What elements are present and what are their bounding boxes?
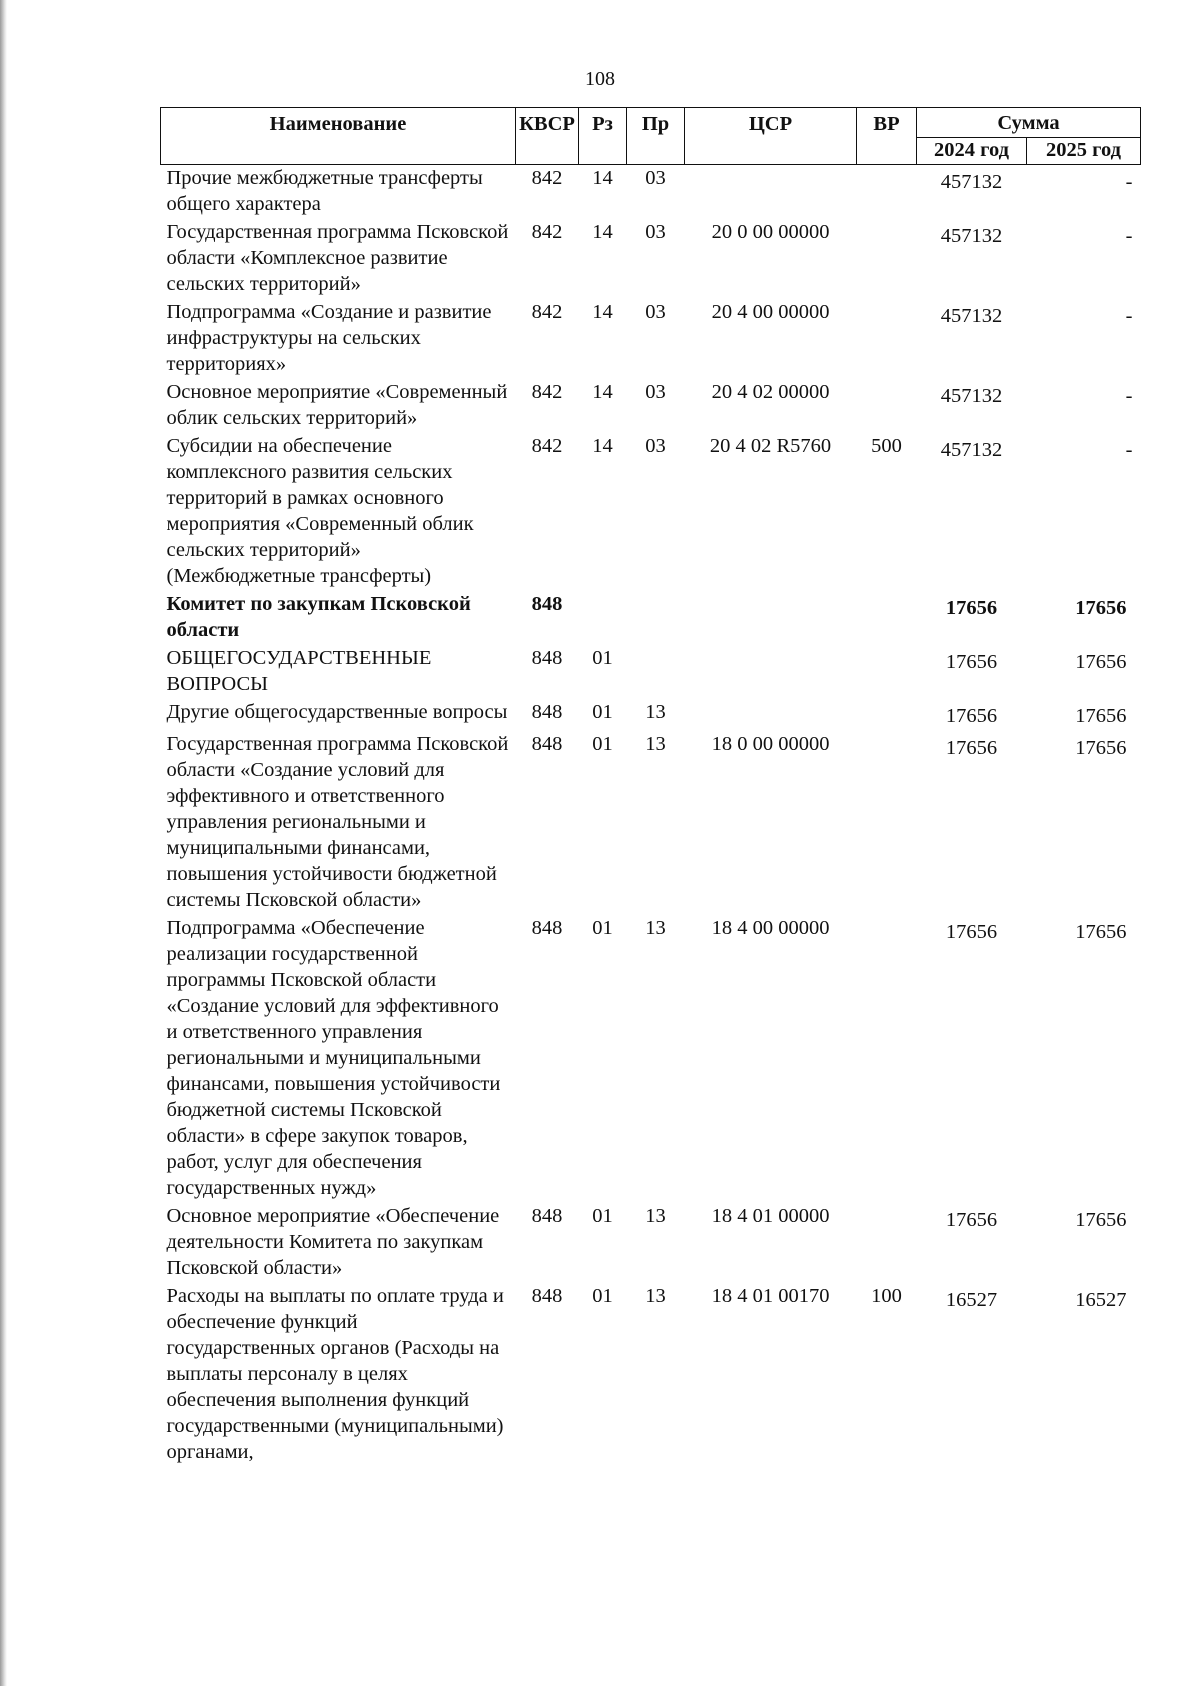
row-rz: 01 <box>592 647 613 669</box>
row-pr: 03 <box>645 381 666 403</box>
table-row <box>161 645 1141 699</box>
row-pr: 03 <box>645 167 666 189</box>
row-pr: 13 <box>645 917 666 939</box>
row-pr: 13 <box>645 733 666 755</box>
row-pr: 03 <box>645 221 666 243</box>
table-row <box>161 1283 1141 1467</box>
row-kvsr: 842 <box>531 381 563 403</box>
table-row <box>161 731 1141 915</box>
header-vr: ВР <box>857 108 917 165</box>
row-vr <box>857 379 917 433</box>
row-vr <box>857 591 917 645</box>
row-name: Расходы на выплаты по оплате труда и обеспечение функций государственных органов (Расходы на выплаты персоналу в целях обеспечения выполнения функций государственными (муниципальными) органами, <box>166 1285 504 1463</box>
row-kvsr: 848 <box>531 1285 563 1307</box>
row-name: Основное мероприятие «Обеспечение деятельности Комитета по закупкам Псковской области» <box>166 1205 500 1279</box>
table-row <box>161 1203 1141 1283</box>
row-vr <box>857 1203 917 1283</box>
row-csr: 20 4 00 00000 <box>711 301 830 323</box>
row-kvsr: 842 <box>531 221 563 243</box>
table-row <box>161 219 1141 299</box>
row-kvsr: 842 <box>531 167 563 189</box>
table-row <box>161 433 1141 591</box>
row-kvsr: 848 <box>531 1205 563 1227</box>
row-name: Комитет по закупкам Псковской области <box>166 593 471 641</box>
row-csr <box>685 165 857 220</box>
row-vr: 500 <box>871 435 902 457</box>
row-name: Другие общегосударственные вопросы <box>166 701 508 723</box>
row-name: ОБЩЕГОСУДАРСТВЕННЫЕ ВОПРОСЫ <box>166 647 432 695</box>
row-csr: 20 0 00 00000 <box>711 221 830 243</box>
row-kvsr: 848 <box>531 733 563 755</box>
row-sum-2024: 16527 <box>945 1289 998 1311</box>
row-kvsr: 848 <box>531 917 563 939</box>
header-rz: Рз <box>579 108 627 165</box>
table-row <box>161 165 1141 220</box>
row-csr: 18 4 00 00000 <box>711 917 830 939</box>
row-pr: 13 <box>645 701 666 723</box>
row-rz: 01 <box>592 1205 613 1227</box>
row-pr: 03 <box>645 435 666 457</box>
row-sum-2024: 457132 <box>940 225 1003 247</box>
row-rz <box>579 591 627 645</box>
row-sum-2025: 16527 <box>1075 1289 1127 1311</box>
row-rz: 14 <box>592 435 613 457</box>
row-vr <box>857 915 917 1203</box>
table-row <box>161 699 1141 731</box>
row-kvsr: 842 <box>531 301 563 323</box>
row-csr: 20 4 02 R5760 <box>709 435 832 457</box>
row-name: Подпрограмма «Создание и развитие инфраструктуры на сельских территориях» <box>166 301 492 375</box>
row-vr <box>857 299 917 379</box>
row-pr: 13 <box>645 1285 666 1307</box>
row-sum-2024: 17656 <box>945 1209 998 1231</box>
header-year-2024: 2024 год <box>917 138 1027 165</box>
row-sum-2024: 17656 <box>945 737 998 759</box>
row-sum-2025: 17656 <box>1075 921 1127 943</box>
row-sum-2024: 17656 <box>945 921 998 943</box>
row-name: Государственная программа Псковской области «Создание условий для эффективного и ответственного управления региональными и муниципальными финансами, повышения устойчивости бюджетной системы Псковской области» <box>166 733 509 911</box>
row-vr <box>857 165 917 220</box>
row-sum-2025: - <box>1125 225 1133 247</box>
budget-table <box>160 107 1141 1467</box>
header-kvsr: КВСР <box>516 108 579 165</box>
row-vr: 100 <box>871 1285 902 1307</box>
row-csr: 18 4 01 00170 <box>711 1285 830 1307</box>
row-sum-2025: 17656 <box>1075 705 1127 727</box>
row-sum-2025: 17656 <box>1075 651 1127 673</box>
row-sum-2024: 17656 <box>945 597 998 619</box>
table-row <box>161 379 1141 433</box>
header-pr: Пр <box>627 108 685 165</box>
row-pr: 03 <box>645 301 666 323</box>
row-sum-2024: 17656 <box>945 651 998 673</box>
row-vr <box>857 699 917 731</box>
table-row <box>161 915 1141 1203</box>
row-csr <box>685 645 857 699</box>
row-csr <box>685 699 857 731</box>
row-rz: 01 <box>592 1285 613 1307</box>
row-sum-2024: 457132 <box>940 171 1003 193</box>
row-rz: 14 <box>592 221 613 243</box>
row-csr: 18 0 00 00000 <box>711 733 830 755</box>
row-name: Субсидии на обеспечение комплексного развития сельских территорий в рамках основного мероприятия «Современный облик сельских территорий» (Межбюджетные трансферты) <box>166 435 474 587</box>
row-kvsr: 848 <box>531 647 563 669</box>
table-row <box>161 591 1141 645</box>
row-kvsr: 842 <box>531 435 563 457</box>
row-csr: 20 4 02 00000 <box>711 381 830 403</box>
row-kvsr: 848 <box>531 701 563 723</box>
row-name: Подпрограмма «Обеспечение реализации государственной программы Псковской области «Создание условий для эффективного и ответственного управления региональными и муниципальными финансами, повышения устойчивости бюджетной системы Псковской области» в сфере закупок товаров, работ, услуг для обеспечения государственных нужд» <box>166 917 501 1199</box>
row-pr <box>627 591 685 645</box>
header-name: Наименование <box>161 108 516 165</box>
row-csr: 18 4 01 00000 <box>711 1205 830 1227</box>
row-sum-2025: - <box>1125 305 1133 327</box>
row-rz: 01 <box>592 733 613 755</box>
row-rz: 01 <box>592 701 613 723</box>
row-sum-2024: 457132 <box>940 305 1003 327</box>
row-vr <box>857 731 917 915</box>
table-row <box>161 299 1141 379</box>
row-sum-2024: 17656 <box>945 705 998 727</box>
row-vr <box>857 645 917 699</box>
row-pr: 13 <box>645 1205 666 1227</box>
row-name: Прочие межбюджетные трансферты общего характера <box>166 167 483 215</box>
page-number: 108 <box>585 68 615 90</box>
row-sum-2025: 17656 <box>1075 1209 1127 1231</box>
row-sum-2025: 17656 <box>1075 597 1127 619</box>
row-rz: 14 <box>592 381 613 403</box>
row-csr <box>685 591 857 645</box>
row-sum-2025: - <box>1125 171 1133 193</box>
row-sum-2024: 457132 <box>940 439 1003 461</box>
row-sum-2024: 457132 <box>940 385 1003 407</box>
header-year-2025: 2025 год <box>1027 138 1141 165</box>
row-kvsr: 848 <box>531 593 563 615</box>
row-vr <box>857 219 917 299</box>
row-name: Основное мероприятие «Современный облик сельских территорий» <box>166 381 508 429</box>
row-sum-2025: - <box>1125 439 1133 461</box>
row-rz: 01 <box>592 917 613 939</box>
header-csr: ЦСР <box>685 108 857 165</box>
row-rz: 14 <box>592 167 613 189</box>
row-name: Государственная программа Псковской области «Комплексное развитие сельских территорий» <box>166 221 509 295</box>
scan-edge <box>0 0 7 1686</box>
row-rz: 14 <box>592 301 613 323</box>
row-pr <box>627 645 685 699</box>
row-sum-2025: 17656 <box>1075 737 1127 759</box>
row-sum-2025: - <box>1125 385 1133 407</box>
header-sum: Сумма <box>917 108 1141 138</box>
